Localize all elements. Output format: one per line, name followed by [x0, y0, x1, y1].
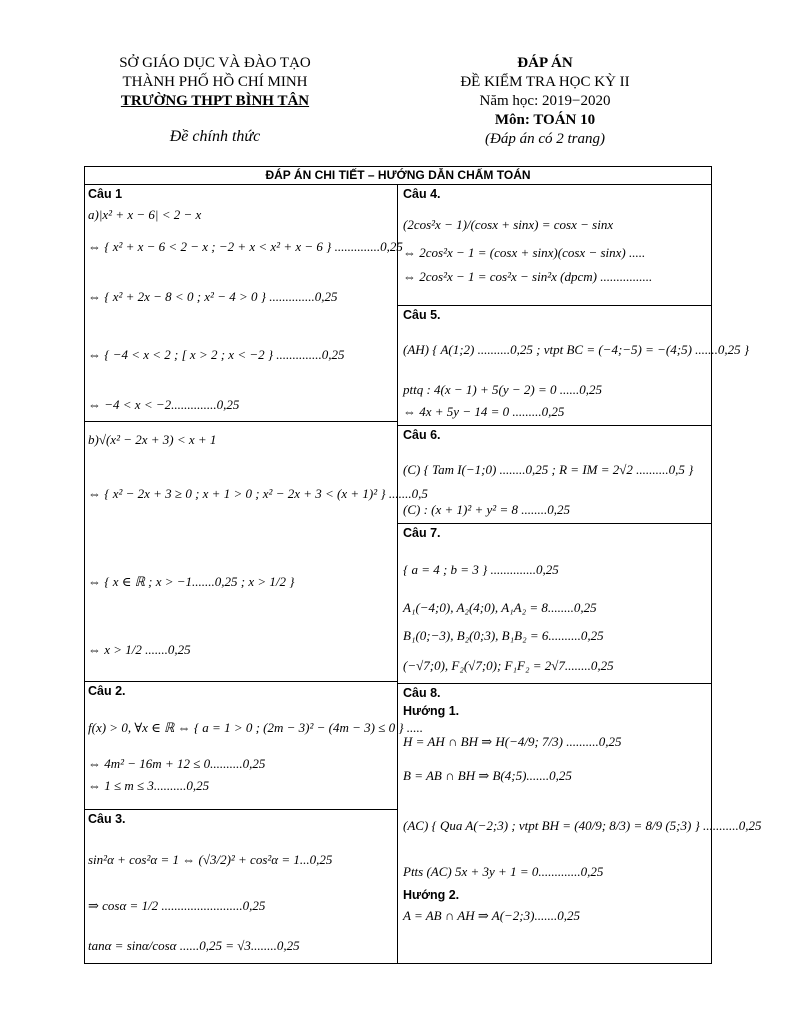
row-divider — [398, 683, 712, 684]
q7-line: { a = 4 ; b = 3 } ..............0,25 — [403, 562, 559, 577]
q5-line: pttq : 4(x − 1) + 5(y − 2) = 0 ......0,25 — [403, 382, 602, 397]
q3-line: sin²α + cos²α = 1 ⇔ (√3/2)² + cos²α = 1...0,25 — [88, 852, 333, 867]
q4-line: (2cos²x − 1)/(cosx + sinx) = cosx − sinx — [403, 217, 614, 232]
city-name: THÀNH PHỐ HỒ CHÍ MINH — [122, 74, 308, 90]
q6-title: Câu 6. — [403, 428, 441, 442]
q7-line: A₁(−4;0), A₂(4;0), A₁A₂ = 8........0,25 — [403, 600, 597, 615]
q1b-line: ⇔ { x ∈ ℝ ; x > −1.......0,25 ; x > 1/2 } — [88, 574, 295, 589]
q2-line: ⇔ 4m² − 16m + 12 ≤ 0..........0,25 — [88, 756, 266, 771]
exam-name: ĐỀ KIỂM TRA HỌC KỲ II — [460, 74, 630, 90]
row-divider — [85, 681, 397, 682]
page-note: (Đáp án có 2 trang) — [485, 131, 605, 147]
q7-line: B₁(0;−3), B₂(0;3), B₁B₂ = 6..........0,25 — [403, 628, 604, 643]
q8-line: A = AB ∩ AH ⇒ A(−2;3).......0,25 — [403, 908, 580, 923]
q5-line: ⇔ 4x + 5y − 14 = 0 .........0,25 — [403, 404, 565, 419]
q8-approach-2: Hướng 2. — [403, 888, 460, 902]
q1a-line: ⇔ −4 < x < −2..............0,25 — [88, 397, 240, 412]
q8-title: Câu 8. — [403, 686, 441, 700]
q1a-line: a)|x² + x − 6| < 2 − x — [88, 207, 202, 222]
q6-cell — [403, 427, 709, 522]
q8-line: H = AH ∩ BH ⇒ H(−4/9; 7/3) ..........0,25 — [403, 734, 622, 749]
doc-title: ĐÁP ÁN — [517, 55, 573, 71]
q8-line: Ptts (AC) 5x + 3y + 1 = 0.............0,25 — [403, 864, 604, 879]
answer-table — [84, 166, 762, 964]
school-name: TRƯỜNG THPT BÌNH TÂN — [120, 93, 310, 109]
column-divider — [397, 185, 398, 963]
q3-title: Câu 3. — [88, 812, 126, 826]
row-divider — [85, 421, 397, 422]
header-right — [420, 54, 670, 149]
q3-line: ⇒ cosα = 1/2 .........................0,25 — [88, 898, 266, 913]
official-label: Đề chính thức — [169, 128, 261, 145]
q1b-line: ⇔ x > 1/2 .......0,25 — [88, 642, 191, 657]
answer-table-title: ĐÁP ÁN CHI TIẾT – HƯỚNG DẪN CHẤM TOÁN — [85, 167, 711, 185]
q5-title: Câu 5. — [403, 308, 441, 322]
q2-line: f(x) > 0, ∀x ∈ ℝ ⇔ { a = 1 > 0 ; (2m − 3)² − (4m − 3) ≤ 0 } ..... — [88, 720, 424, 735]
q1a-cell — [88, 186, 403, 420]
row-divider — [85, 809, 397, 810]
q7-cell — [403, 525, 709, 682]
q6-line: (C) { Tam I(−1;0) ........0,25 ; R = IM = 2√2 ..........0,5 } — [403, 462, 694, 477]
q6-line: (C) : (x + 1)² + y² = 8 ........0,25 — [403, 502, 570, 517]
q1b-line: b)√(x² − 2x + 3) < x + 1 — [88, 432, 217, 447]
q1a-line: ⇔ { x² + 2x − 8 < 0 ; x² − 4 > 0 } ..............0,25 — [88, 289, 338, 304]
school-year: Năm học: 2019−2020 — [479, 93, 611, 109]
row-divider — [398, 523, 712, 524]
q8-line: B = AB ∩ BH ⇒ B(4;5).......0,25 — [403, 768, 572, 783]
q1-title: Câu 1 — [88, 187, 123, 201]
q5-cell — [403, 307, 750, 424]
department-name: SỞ GIÁO DỤC VÀ ĐÀO TẠO — [119, 55, 311, 71]
q4-title: Câu 4. — [403, 187, 441, 201]
q7-line: (−√7;0), F₂(√7;0); F₁F₂ = 2√7........0,25 — [403, 658, 614, 673]
q2-title: Câu 2. — [88, 684, 126, 698]
q8-approach-1: Hướng 1. — [403, 704, 460, 718]
q3-cell — [88, 811, 394, 963]
q1b-line: ⇔ { x² − 2x + 3 ≥ 0 ; x + 1 > 0 ; x² − 2x + 3 < (x + 1)² } .......0,5 — [88, 486, 428, 501]
q4-line: ⇔ 2cos²x − 1 = (cosx + sinx)(cosx − sinx) ..... — [403, 245, 646, 260]
q8-cell — [403, 685, 762, 963]
q1a-line: ⇔ { x² + x − 6 < 2 − x ; −2 + x < x² + x − 6 } ..............0,25 — [88, 239, 403, 254]
q8-line: (AC) { Qua A(−2;3) ; vtpt BH = (40/9; 8/3) = 8/9 (5;3) } ...........0,25 — [403, 818, 762, 833]
header-left — [80, 54, 350, 111]
q2-line: ⇔ 1 ≤ m ≤ 3..........0,25 — [88, 778, 210, 793]
q5-line: (AH) { A(1;2) ..........0,25 ; vtpt BC = (−4;−5) = −(4;5) .......0,25 } — [403, 342, 750, 357]
row-divider — [398, 305, 712, 306]
q7-title: Câu 7. — [403, 526, 441, 540]
q3-line: tanα = sinα/cosα ......0,25 = √3........0,25 — [88, 938, 300, 953]
q1a-line: ⇔ { −4 < x < 2 ; [ x > 2 ; x < −2 } ..............0,25 — [88, 347, 345, 362]
q4-line: ⇔ 2cos²x − 1 = cos²x − sin²x (dpcm) ................ — [403, 269, 653, 284]
row-divider — [398, 425, 712, 426]
subject: Môn: TOÁN 10 — [494, 112, 596, 128]
q4-cell — [403, 186, 709, 304]
